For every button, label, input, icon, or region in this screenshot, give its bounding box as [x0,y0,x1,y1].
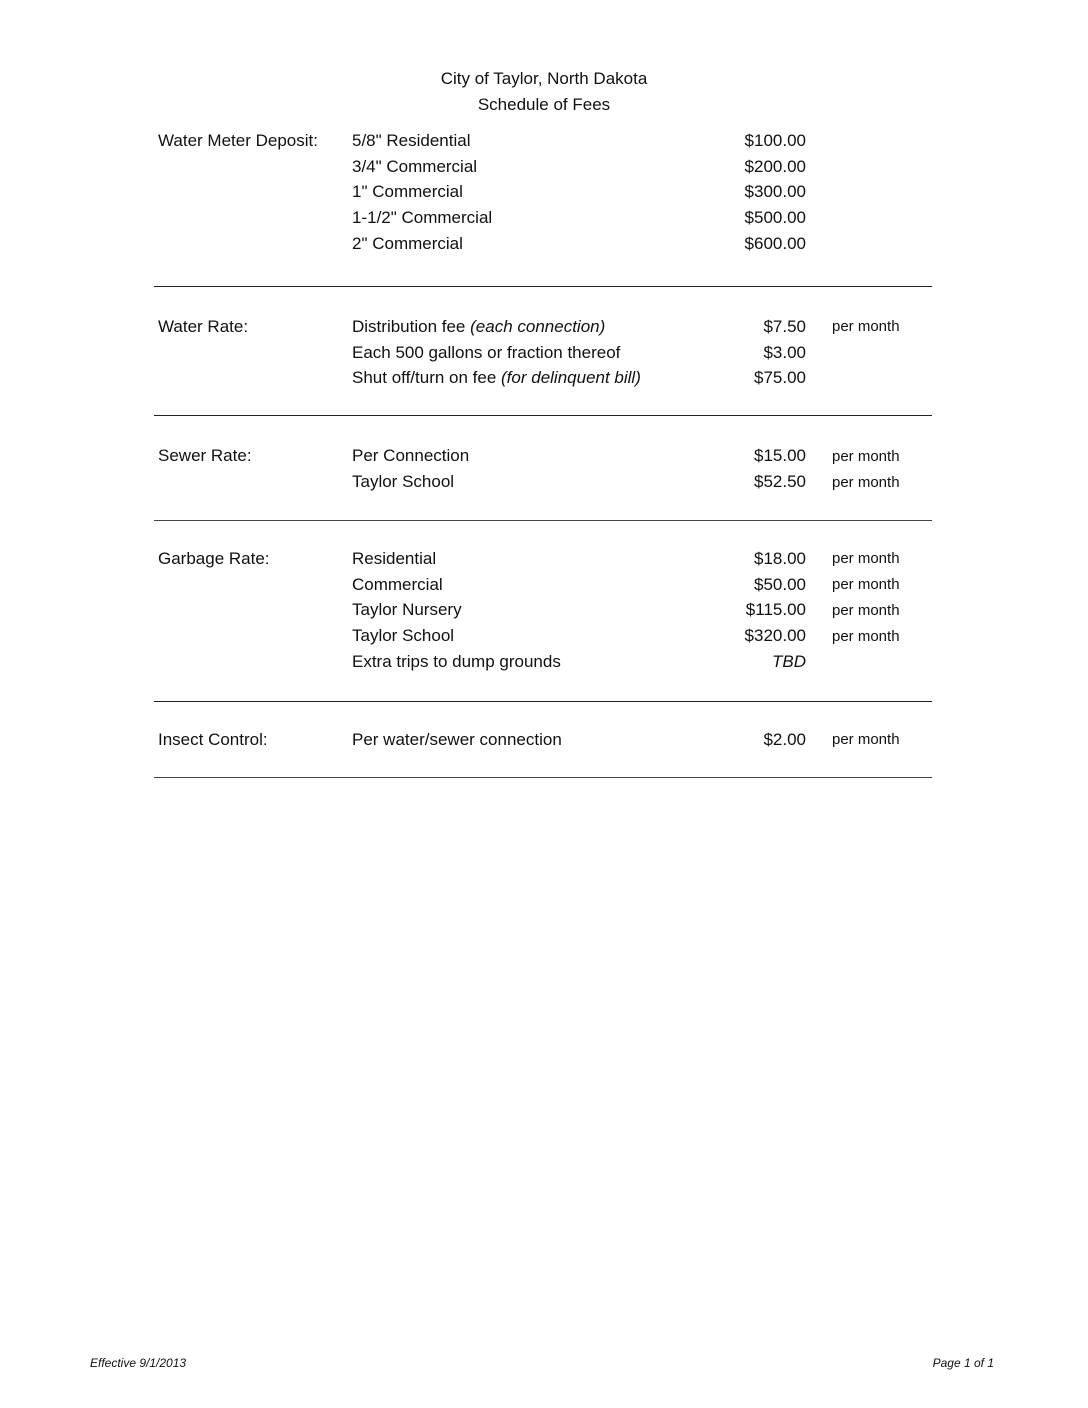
fee-amount: $115.00 [745,600,806,620]
fee-amount: $600.00 [744,234,806,254]
fee-row [352,340,932,366]
fee-amount: $7.50 [763,316,806,336]
fee-description: Commercial [352,574,443,594]
fee-row [352,572,932,598]
fee-amount: $320.00 [744,626,806,646]
fee-row [352,727,932,753]
fee-row [352,366,932,392]
fee-amount: $300.00 [744,182,806,202]
fee-amount: $52.50 [754,472,806,492]
fee-row [352,128,932,154]
fee-unit: per month [832,601,900,619]
fee-note: (for delinquent bill) [501,368,641,388]
fee-unit: per month [832,731,900,749]
fee-row [352,598,932,624]
fee-amount: $75.00 [754,368,806,388]
section-label: Garbage Rate: [158,548,270,568]
fee-row [352,231,932,257]
fee-amount: $3.00 [763,342,806,362]
section-label: Insect Control: [158,729,268,749]
fee-row [352,469,932,495]
fee-section-water-rate [154,287,932,416]
fee-row [352,623,932,649]
fee-row [352,443,932,469]
fee-description: 3/4" Commercial [352,156,478,176]
fee-row [352,205,932,231]
fee-unit: per month [832,627,900,645]
fee-description: Taylor School [352,472,455,492]
document-header [0,66,1088,118]
fee-unit: per month [832,576,900,594]
fee-unit: per month [832,550,900,568]
fee-description: 1-1/2" Commercial [352,208,493,228]
fee-section-garbage-rate [154,521,932,702]
fee-row [352,546,932,572]
fee-section-water-meter-deposit [154,128,932,287]
section-label: Water Rate: [158,316,249,336]
fee-unit: per month [832,473,900,491]
fee-section-insect-control [154,702,932,778]
document-subtitle: Schedule of Fees [477,95,611,114]
fee-row [352,154,932,180]
fee-description: 1" Commercial [352,182,463,202]
fee-description: Per water/sewer connection [352,729,562,749]
document-title: City of Taylor, North Dakota [440,69,648,88]
fee-amount: $200.00 [744,156,806,176]
fee-description: 5/8" Residential [352,130,471,150]
fee-description: 2" Commercial [352,234,463,254]
fee-note: (each connection) [470,316,606,336]
page-number: Page 1 of 1 [932,1356,994,1370]
fee-description: Each 500 gallons or fraction thereof [352,342,621,362]
fee-amount: $2.00 [763,729,806,749]
fee-description: Distribution fee (each connection) [352,316,606,336]
section-label: Sewer Rate: [158,446,252,466]
fee-description: Shut off/turn on fee (for delinquent bill) [352,368,641,388]
fee-unit: per month [832,318,900,336]
effective-date: Effective 9/1/2013 [90,1356,187,1370]
section-label: Water Meter Deposit: [158,131,318,150]
fee-amount: $50.00 [754,574,806,594]
fee-description: Residential [352,548,437,568]
fee-description: Taylor School [352,626,455,646]
fee-amount: $18.00 [754,548,806,568]
fee-amount: $15.00 [754,446,806,466]
fee-row [352,180,932,206]
fee-unit: per month [832,447,900,465]
fee-description: Extra trips to dump grounds [352,652,561,672]
fee-row [352,314,932,340]
fee-description: Per Connection [352,446,470,466]
fee-schedule-table [154,128,932,778]
fee-row [352,649,932,675]
fee-amount: $500.00 [744,208,806,228]
fee-section-sewer-rate [154,416,932,521]
fee-description: Taylor Nursery [352,600,462,620]
fee-amount: TBD [772,652,806,672]
fee-amount: $100.00 [744,130,806,150]
